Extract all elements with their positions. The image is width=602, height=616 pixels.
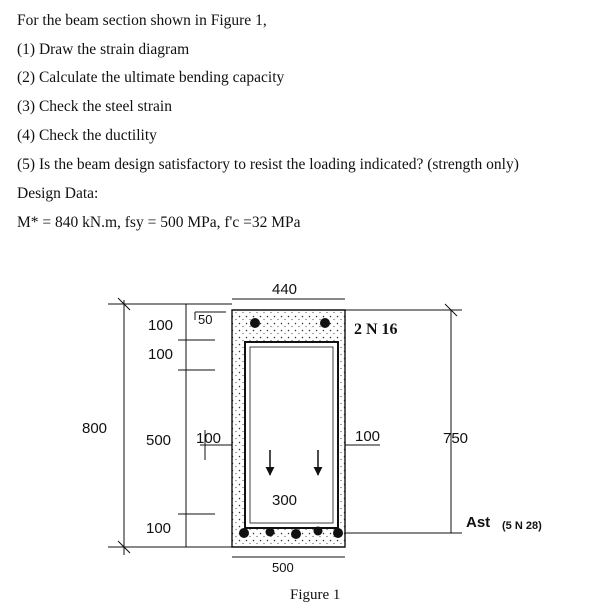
dim-web-left xyxy=(196,430,232,460)
design-data-values: M* = 840 kN.m, fsy = 500 MPa, f'c =32 MPa xyxy=(17,214,301,231)
label-flange-second: 100 xyxy=(148,346,174,363)
dim-web-right xyxy=(345,428,380,445)
label-750: 750 xyxy=(443,430,469,447)
label-flange-top: 100 xyxy=(148,317,174,334)
label-ast-bars: (5 N 28) xyxy=(502,520,542,532)
dim-top-width xyxy=(232,281,345,299)
dim-cover-top xyxy=(195,312,226,327)
label-ast: Ast xyxy=(466,514,491,531)
question-intro: For the beam section shown in Figure 1, xyxy=(17,12,267,29)
label-bottom-flange: 100 xyxy=(146,520,172,537)
dim-overall-height xyxy=(82,298,232,555)
dim-bottom-width xyxy=(232,557,345,575)
question-3: (3) Check the steel strain xyxy=(17,98,172,115)
dim-depth-to-steel xyxy=(345,304,468,533)
question-2: (2) Calculate the ultimate bending capacity xyxy=(17,69,285,86)
label-web-right: 100 xyxy=(355,428,381,445)
label-web-height: 500 xyxy=(146,432,172,449)
label-top-bars: 2 N 16 xyxy=(354,321,398,338)
label-500: 500 xyxy=(272,560,294,575)
design-data-heading: Design Data: xyxy=(17,185,99,202)
figure-caption: Figure 1 xyxy=(290,587,341,603)
question-1: (1) Draw the strain diagram xyxy=(17,41,190,58)
dim-left-chain xyxy=(146,304,215,547)
label-300: 300 xyxy=(272,492,298,509)
section-outline xyxy=(232,310,345,547)
question-4: (4) Check the ductility xyxy=(17,127,157,144)
label-web-left: 100 xyxy=(196,430,222,447)
question-5: (5) Is the beam design satisfactory to resist the loading indicated? (strength only) xyxy=(17,156,519,173)
label-cover: 50 xyxy=(198,312,213,327)
label-800: 800 xyxy=(82,420,108,437)
label-440: 440 xyxy=(272,281,298,298)
